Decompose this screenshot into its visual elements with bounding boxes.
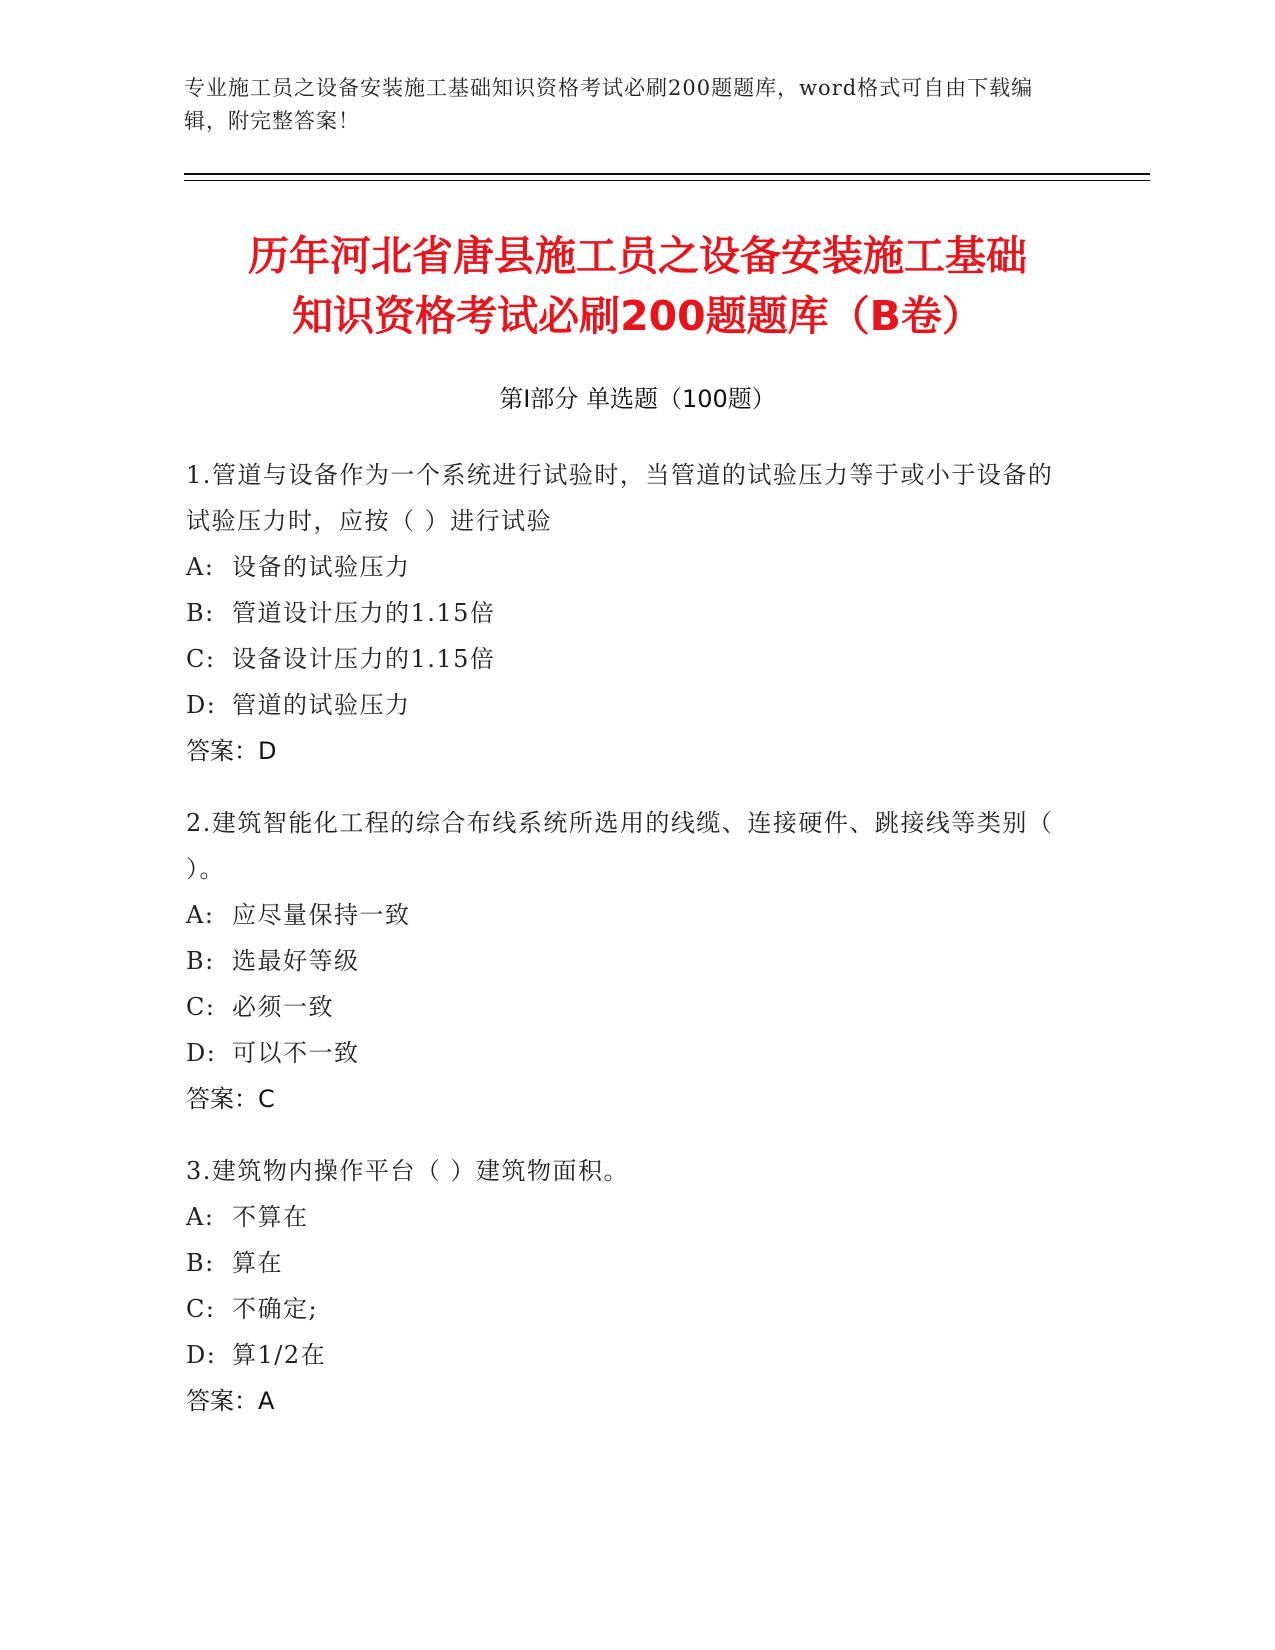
option-b — [186, 590, 1066, 636]
option-b — [186, 1240, 1066, 1286]
option-key: C: — [186, 645, 216, 673]
header-divider-thin — [184, 180, 1150, 181]
option-text: 选最好等级 — [232, 947, 360, 975]
option-key: A: — [186, 553, 215, 581]
option-c — [186, 984, 1066, 1030]
answer-line: 答案：A — [186, 1387, 275, 1415]
option-key: D: — [186, 1341, 217, 1369]
header-divider-thick — [184, 173, 1150, 175]
option-key: B: — [186, 1249, 215, 1277]
option-d — [186, 1030, 1066, 1076]
option-b — [186, 938, 1066, 984]
option-c — [186, 636, 1066, 682]
question-stem: 1.管道与设备作为一个系统进行试验时，当管道的试验压力等于或小于设备的试验压力时，应按（ ）进行试验 — [186, 461, 1054, 535]
option-text: 管道设计压力的1.15倍 — [232, 599, 496, 627]
option-a — [186, 1194, 1066, 1240]
option-key: D: — [186, 691, 217, 719]
option-key: A: — [186, 1203, 215, 1231]
option-key: B: — [186, 599, 215, 627]
answer-line: 答案：C — [186, 1085, 275, 1113]
option-text: 算在 — [232, 1249, 283, 1277]
question-stem: 2.建筑智能化工程的综合布线系统所选用的线缆、连接硬件、跳接线等类别（ ）。 — [186, 809, 1054, 883]
option-key: A: — [186, 901, 215, 929]
option-text: 设备设计压力的1.15倍 — [232, 645, 496, 673]
option-text: 可以不一致 — [232, 1039, 360, 1067]
option-d — [186, 682, 1066, 728]
question-1 — [186, 452, 1066, 774]
option-key: D: — [186, 1039, 217, 1067]
option-key: C: — [186, 993, 216, 1021]
option-text: 必须一致 — [232, 993, 334, 1021]
option-key: B: — [186, 947, 215, 975]
option-text: 不算在 — [232, 1203, 309, 1231]
title-line-1: 历年河北省唐县施工员之设备安装施工基础 — [248, 232, 1027, 280]
option-c — [186, 1286, 1066, 1332]
question-stem: 3.建筑物内操作平台（ ）建筑物面积。 — [186, 1157, 630, 1185]
option-text: 算1/2在 — [232, 1341, 327, 1369]
option-text: 管道的试验压力 — [232, 691, 411, 719]
title-line-2: 知识资格考试必刷200题题库（B卷） — [292, 292, 983, 340]
option-text: 应尽量保持一致 — [232, 901, 411, 929]
question-2 — [186, 800, 1066, 1122]
option-d — [186, 1332, 1066, 1378]
answer-line: 答案：D — [186, 737, 277, 765]
option-a — [186, 892, 1066, 938]
question-3 — [186, 1148, 1066, 1424]
option-key: C: — [186, 1295, 216, 1323]
section-heading: 第Ⅰ部分 单选题（100题） — [499, 385, 776, 413]
option-a — [186, 544, 1066, 590]
option-text: 设备的试验压力 — [232, 553, 411, 581]
option-text: 不确定; — [232, 1295, 319, 1323]
header-note: 专业施工员之设备安装施工基础知识资格考试必刷200题题库，word格式可自由下载编辑，附完整答案！ — [184, 76, 1034, 133]
document-title — [150, 226, 1125, 346]
